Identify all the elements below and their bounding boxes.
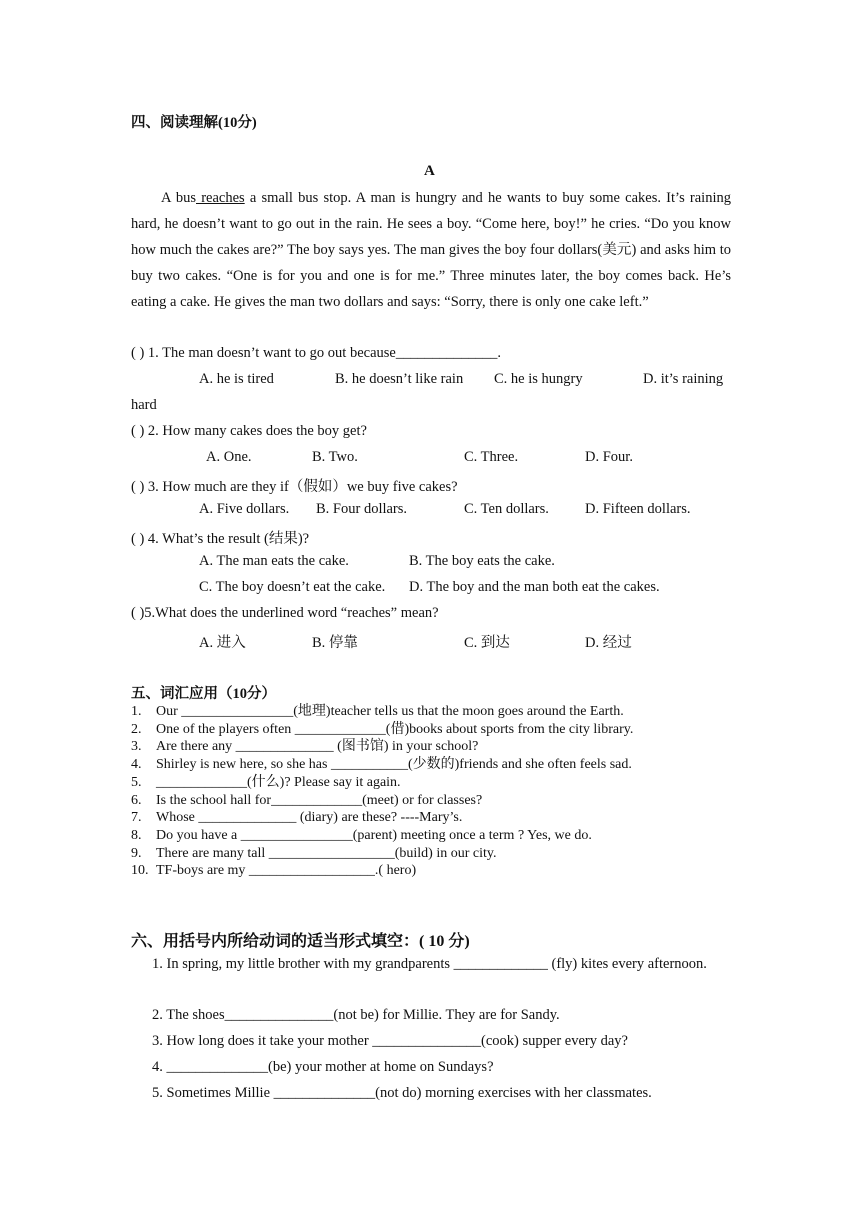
option-b: B. 停靠 [312, 635, 358, 651]
option-a: A. The man eats the cake. [199, 553, 349, 569]
passage-title: A [424, 163, 435, 179]
option-d: D. it’s raining [643, 371, 724, 387]
option-a: A. he is tired [199, 371, 274, 387]
option-d-wrap: hard [131, 397, 157, 413]
option-c: C. Ten dollars. [464, 501, 549, 517]
list-item: 2. One of the players often _____________(借)books about sports from the city library. [131, 721, 634, 737]
option-c: C. The boy doesn’t eat the cake. [199, 579, 386, 595]
list-item: 6. Is the school hall for_____________(meet) or for classes? [131, 792, 483, 808]
option-b: B. he doesn’t like rain [335, 371, 464, 387]
option-d: D. The boy and the man both eat the cakes. [409, 579, 660, 595]
list-item: 5. _____________(什么)? Please say it again. [131, 774, 401, 790]
option-a: A. One. [206, 449, 252, 465]
option-a: A. Five dollars. [199, 501, 290, 517]
section-5-heading: 五、词汇应用（10分） [131, 686, 276, 702]
passage-text: A bus reaches a small bus stop. A man is hungry and he wants to buy some cakes. It’s raining hard, he doesn’t want to go out in the rain. He sees a boy. “Come here, boy!” he cries. “Do you know how much the cakes are?” The boy says yes. The man gives the boy four dollars(美元) and asks him to buy two cakes. “One is for you and one is for me.” Three minutes later, the boy comes back. He’s eating a cake. He gives the man two dollars and says: “Sorry, there is only one cake left.” [131, 190, 731, 310]
question-1-options [0, 371, 860, 391]
option-c: C. Three. [464, 449, 519, 465]
question-4: ( ) 4. What’s the result (结果)? [131, 531, 310, 547]
list-item: 10. TF-boys are my __________________.( hero) [131, 863, 417, 879]
list-item: 3. Are there any ______________ (图书馆) in your school? [131, 739, 479, 755]
option-c: C. he is hungry [494, 371, 583, 387]
option-d: D. 经过 [585, 635, 632, 651]
section-6-heading: 六、用括号内所给动词的适当形式填空：( 10 分) [131, 933, 470, 950]
question-1: ( ) 1. The man doesn’t want to go out because______________. [131, 345, 501, 361]
option-a: A. 进入 [199, 635, 246, 651]
section-6-item-3: 3. How long does it take your mother _______________(cook) supper every day? [152, 1033, 628, 1049]
vocab-list [131, 703, 633, 880]
question-2: ( ) 2. How many cakes does the boy get? [131, 423, 367, 439]
section-6-item-1: 1. In spring, my little brother with my grandparents _____________ (fly) kites every afternoon. [152, 956, 707, 972]
list-item: 9. There are many tall __________________(build) in our city. [131, 845, 497, 861]
question-3: ( ) 3. How much are they if（假如）we buy five cakes? [131, 479, 458, 495]
option-d: D. Four. [585, 449, 633, 465]
option-b: B. Four dollars. [316, 501, 408, 517]
section-4-heading: 四、阅读理解(10分) [131, 115, 257, 131]
section-6-item-5: 5. Sometimes Millie ______________(not do) morning exercises with her classmates. [152, 1085, 652, 1101]
list-item: 1. Our ________________(地理)teacher tells us that the moon goes around the Earth. [131, 704, 624, 719]
list-item: 4. Shirley is new here, so she has ___________(少数的)friends and she often feels sad. [131, 757, 632, 773]
section-6-item-2: 2. The shoes_______________(not be) for Millie. They are for Sandy. [152, 1007, 560, 1023]
option-b: B. The boy eats the cake. [409, 553, 555, 569]
section-6-item-4: 4. ______________(be) your mother at home on Sundays? [152, 1059, 494, 1075]
list-item: 8. Do you have a ________________(parent) meeting once a term ? Yes, we do. [131, 827, 592, 843]
question-5-options [0, 631, 860, 651]
list-item: 7. Whose ______________ (diary) are these? ----Mary’s. [131, 810, 463, 826]
question-4-options-row2 [0, 579, 860, 599]
option-c: C. 到达 [464, 635, 510, 651]
question-3-options [0, 501, 860, 521]
option-b: B. Two. [312, 449, 358, 465]
question-5: ( )5.What does the underlined word “reaches” mean? [131, 605, 439, 621]
underlined-word: reaches [196, 190, 245, 206]
question-2-options [0, 449, 860, 469]
option-d: D. Fifteen dollars. [585, 501, 691, 517]
question-4-options-row1 [0, 553, 860, 573]
